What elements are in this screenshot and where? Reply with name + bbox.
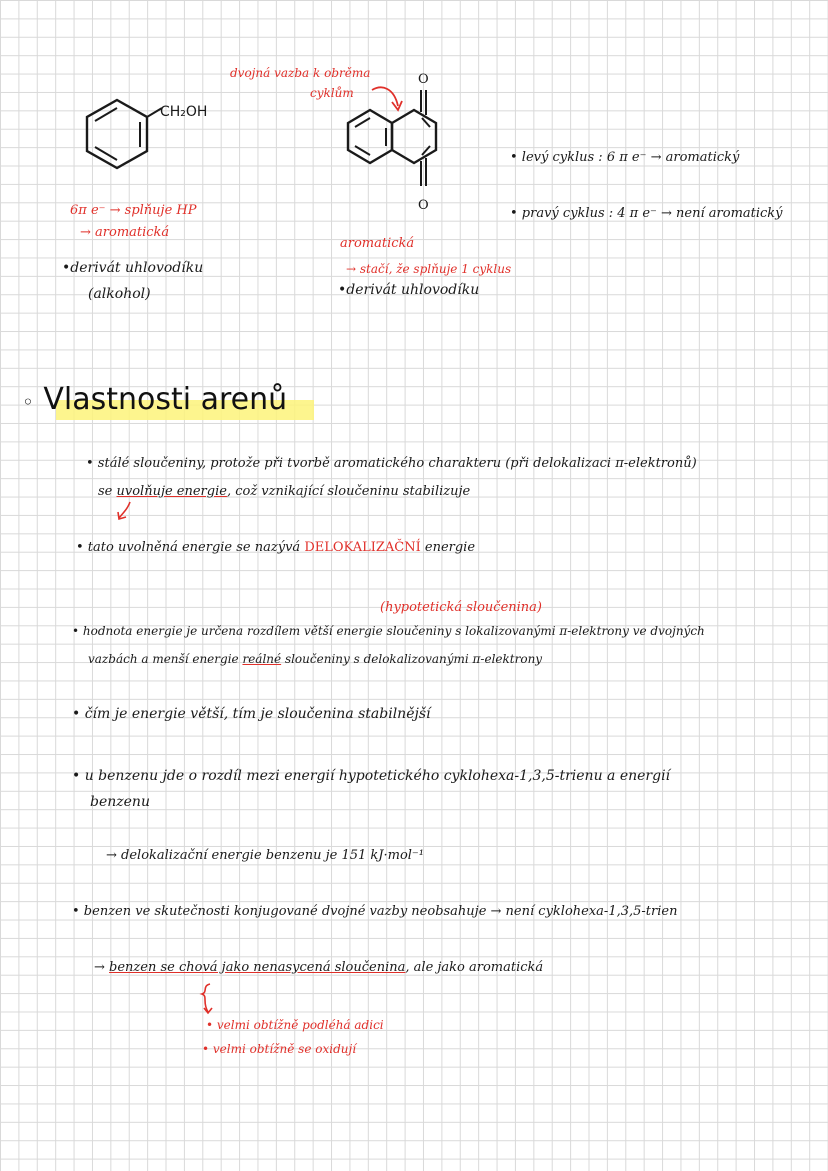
naphthoquinone-structure [344,70,454,220]
brace-arrow-icon [196,982,216,1018]
point-3-line-1: • hodnota energie je určena rozdílem větší energie sloučeniny s lokalizovanými π-elektrony ve dvojných [72,624,705,638]
quinone-one-cycle-enough: → stačí, že splňuje 1 cyklus [346,262,512,276]
point-2 [76,540,475,555]
down-arrow-icon [114,500,138,524]
point-1-post: , což vznikající sloučeninu stabilizuje [226,484,471,499]
sub-point-addition: • velmi obtížně podléhá adici [206,1018,384,1032]
point-3-line-2 [88,652,542,666]
heading-title: Vlastnosti arenů [43,382,288,417]
point-5-line-1: • u benzenu jde o rozdíl mezi energií hypotetického cyklohexa-1,3,5-trienu a energií [72,768,671,784]
point-8-arrow: → [94,960,110,975]
point-1-underlined: uvolňuje energie [116,484,227,499]
benzyl-pi-note: 6π e⁻ → splňuje HP [70,203,197,218]
benzyl-alcohol-structure [80,92,170,182]
point-2-red: DELOKALIZAČNÍ [304,540,421,555]
benzyl-derivative: •derivát uhlovodíku [62,260,204,276]
point-3-pre: vazbách a menší energie [88,652,243,666]
hypothetical-compound-note: (hypotetická sloučenina) [380,600,543,615]
heading-bullet: ◦ [22,390,34,414]
quinone-annotation-line1: dvojná vazba k obrěma [230,66,371,80]
quinone-derivative: •derivát uhlovodíku [338,282,480,298]
benzyl-aromatic: → aromatická [80,225,170,240]
section-heading [22,382,287,417]
point-7: • benzen ve skutečnosti konjugované dvojné vazby neobsahuje → není cyklohexa-1,3,5-trien [72,904,678,919]
benzyl-alcohol-label: (alkohol) [88,286,151,302]
quinone-annotation-line2: cyklům [310,86,354,100]
point-8 [94,960,543,975]
benzyl-formula: CH₂OH [160,104,208,120]
left-cycle-note: • levý cyklus : 6 π e⁻ → aromatický [510,150,740,165]
point-8-post: , ale jako aromatická [405,960,544,975]
point-6: → delokalizační energie benzenu je 151 kJ·mol⁻¹ [106,848,425,863]
right-cycle-note: • pravý cyklus : 4 π e⁻ → není aromatický [510,206,783,221]
point-3-post: sloučeniny s delokalizovanými π-elektrony [281,652,543,666]
point-1-line-2 [98,484,470,499]
sub-point-oxidation: • velmi obtížně se oxidují [202,1042,357,1056]
quinone-oxygen-top: O [418,72,429,87]
point-3-underlined: reálné [242,652,282,666]
quinone-oxygen-bottom: O [418,198,429,213]
point-4: • čím je energie větší, tím je sloučenina stabilnější [72,706,431,722]
point-5-line-2: benzenu [90,794,150,810]
point-2-post: energie [420,540,476,555]
point-2-pre: • tato uvolněná energie se nazývá [76,540,305,555]
point-1-line-1: • stálé sloučeniny, protože při tvorbě aromatického charakteru (při delokalizaci π-elektronů) [86,456,697,471]
point-8-underlined: benzen se chová jako nenasycená sloučenina [109,960,406,975]
point-1-pre: se [98,484,117,499]
quinone-aromatic: aromatická [340,236,415,251]
